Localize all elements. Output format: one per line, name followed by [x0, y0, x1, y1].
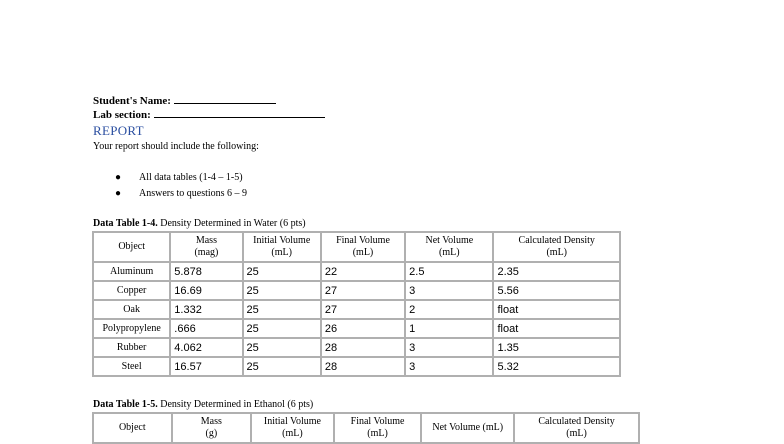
lab-section-blank[interactable] [154, 108, 325, 118]
mass-cell[interactable]: 5.878 [170, 262, 242, 281]
bullet-icon: ● [115, 188, 122, 199]
object-cell: Steel [93, 357, 170, 376]
initial-volume-cell[interactable]: 25 [243, 281, 321, 300]
final-volume-cell[interactable]: 22 [321, 262, 405, 281]
bullet-icon: ● [115, 172, 122, 183]
table1-caption: Data Table 1-4. Density Determined in Water (6 pts) [93, 218, 306, 229]
object-cell: Oak [93, 300, 170, 319]
lab-section-line [93, 108, 325, 122]
table-row [93, 338, 620, 357]
density-ethanol-table [92, 412, 640, 444]
report-heading: REPORT [93, 123, 144, 138]
density-water-table [92, 231, 621, 377]
table-header-row [93, 232, 620, 262]
mass-cell[interactable]: .666 [170, 319, 242, 338]
final-volume-cell[interactable]: 27 [321, 281, 405, 300]
net-volume-cell[interactable]: 3 [405, 281, 493, 300]
header-initial-volume: Initial Volume (mL) [251, 413, 334, 443]
student-name-blank[interactable] [174, 94, 276, 104]
object-cell: Aluminum [93, 262, 170, 281]
intro-text: Your report should include the following: [93, 141, 259, 152]
requirements-list [115, 170, 247, 202]
header-final-volume: Final Volume (mL) [334, 413, 422, 443]
density-cell[interactable]: float [493, 300, 620, 319]
list-item: ● All data tables (1-4 – 1-5) [115, 170, 247, 186]
mass-cell[interactable]: 4.062 [170, 338, 242, 357]
lab-section-label: Lab section: [93, 109, 151, 121]
object-cell: Rubber [93, 338, 170, 357]
net-volume-cell[interactable]: 1 [405, 319, 493, 338]
table-header-row [93, 413, 639, 443]
header-calculated-density: Calculated Density (mL) [493, 232, 620, 262]
net-volume-cell[interactable]: 3 [405, 338, 493, 357]
header-object: Object [93, 232, 170, 262]
initial-volume-cell[interactable]: 25 [243, 357, 321, 376]
header-mass: Mass (g) [172, 413, 252, 443]
header-calculated-density: Calculated Density (mL) [514, 413, 639, 443]
density-cell[interactable]: 2.35 [493, 262, 620, 281]
final-volume-cell[interactable]: 28 [321, 338, 405, 357]
object-cell: Polypropylene [93, 319, 170, 338]
header-mass: Mass (mag) [170, 232, 242, 262]
initial-volume-cell[interactable]: 25 [243, 300, 321, 319]
density-cell[interactable]: 1.35 [493, 338, 620, 357]
header-initial-volume: Initial Volume (mL) [243, 232, 321, 262]
initial-volume-cell[interactable]: 25 [243, 338, 321, 357]
net-volume-cell[interactable]: 3 [405, 357, 493, 376]
final-volume-cell[interactable]: 26 [321, 319, 405, 338]
final-volume-cell[interactable]: 28 [321, 357, 405, 376]
header-final-volume: Final Volume (mL) [321, 232, 405, 262]
mass-cell[interactable]: 16.57 [170, 357, 242, 376]
list-item: ● Answers to questions 6 – 9 [115, 186, 247, 202]
student-name-label: Student's Name: [93, 95, 171, 107]
table-row [93, 319, 620, 338]
table-row [93, 357, 620, 376]
table-row [93, 262, 620, 281]
table-row [93, 281, 620, 300]
header-net-volume: Net Volume (mL) [405, 232, 493, 262]
density-cell[interactable]: float [493, 319, 620, 338]
mass-cell[interactable]: 1.332 [170, 300, 242, 319]
density-cell[interactable]: 5.56 [493, 281, 620, 300]
net-volume-cell[interactable]: 2.5 [405, 262, 493, 281]
net-volume-cell[interactable]: 2 [405, 300, 493, 319]
final-volume-cell[interactable]: 27 [321, 300, 405, 319]
initial-volume-cell[interactable]: 25 [243, 319, 321, 338]
header-object: Object [93, 413, 172, 443]
initial-volume-cell[interactable]: 25 [243, 262, 321, 281]
table-row [93, 300, 620, 319]
student-name-line [93, 94, 276, 108]
header-net-volume: Net Volume (mL) [421, 413, 514, 443]
table2-caption: Data Table 1-5. Density Determined in Ethanol (6 pts) [93, 399, 314, 410]
density-cell[interactable]: 5.32 [493, 357, 620, 376]
object-cell: Copper [93, 281, 170, 300]
mass-cell[interactable]: 16.69 [170, 281, 242, 300]
